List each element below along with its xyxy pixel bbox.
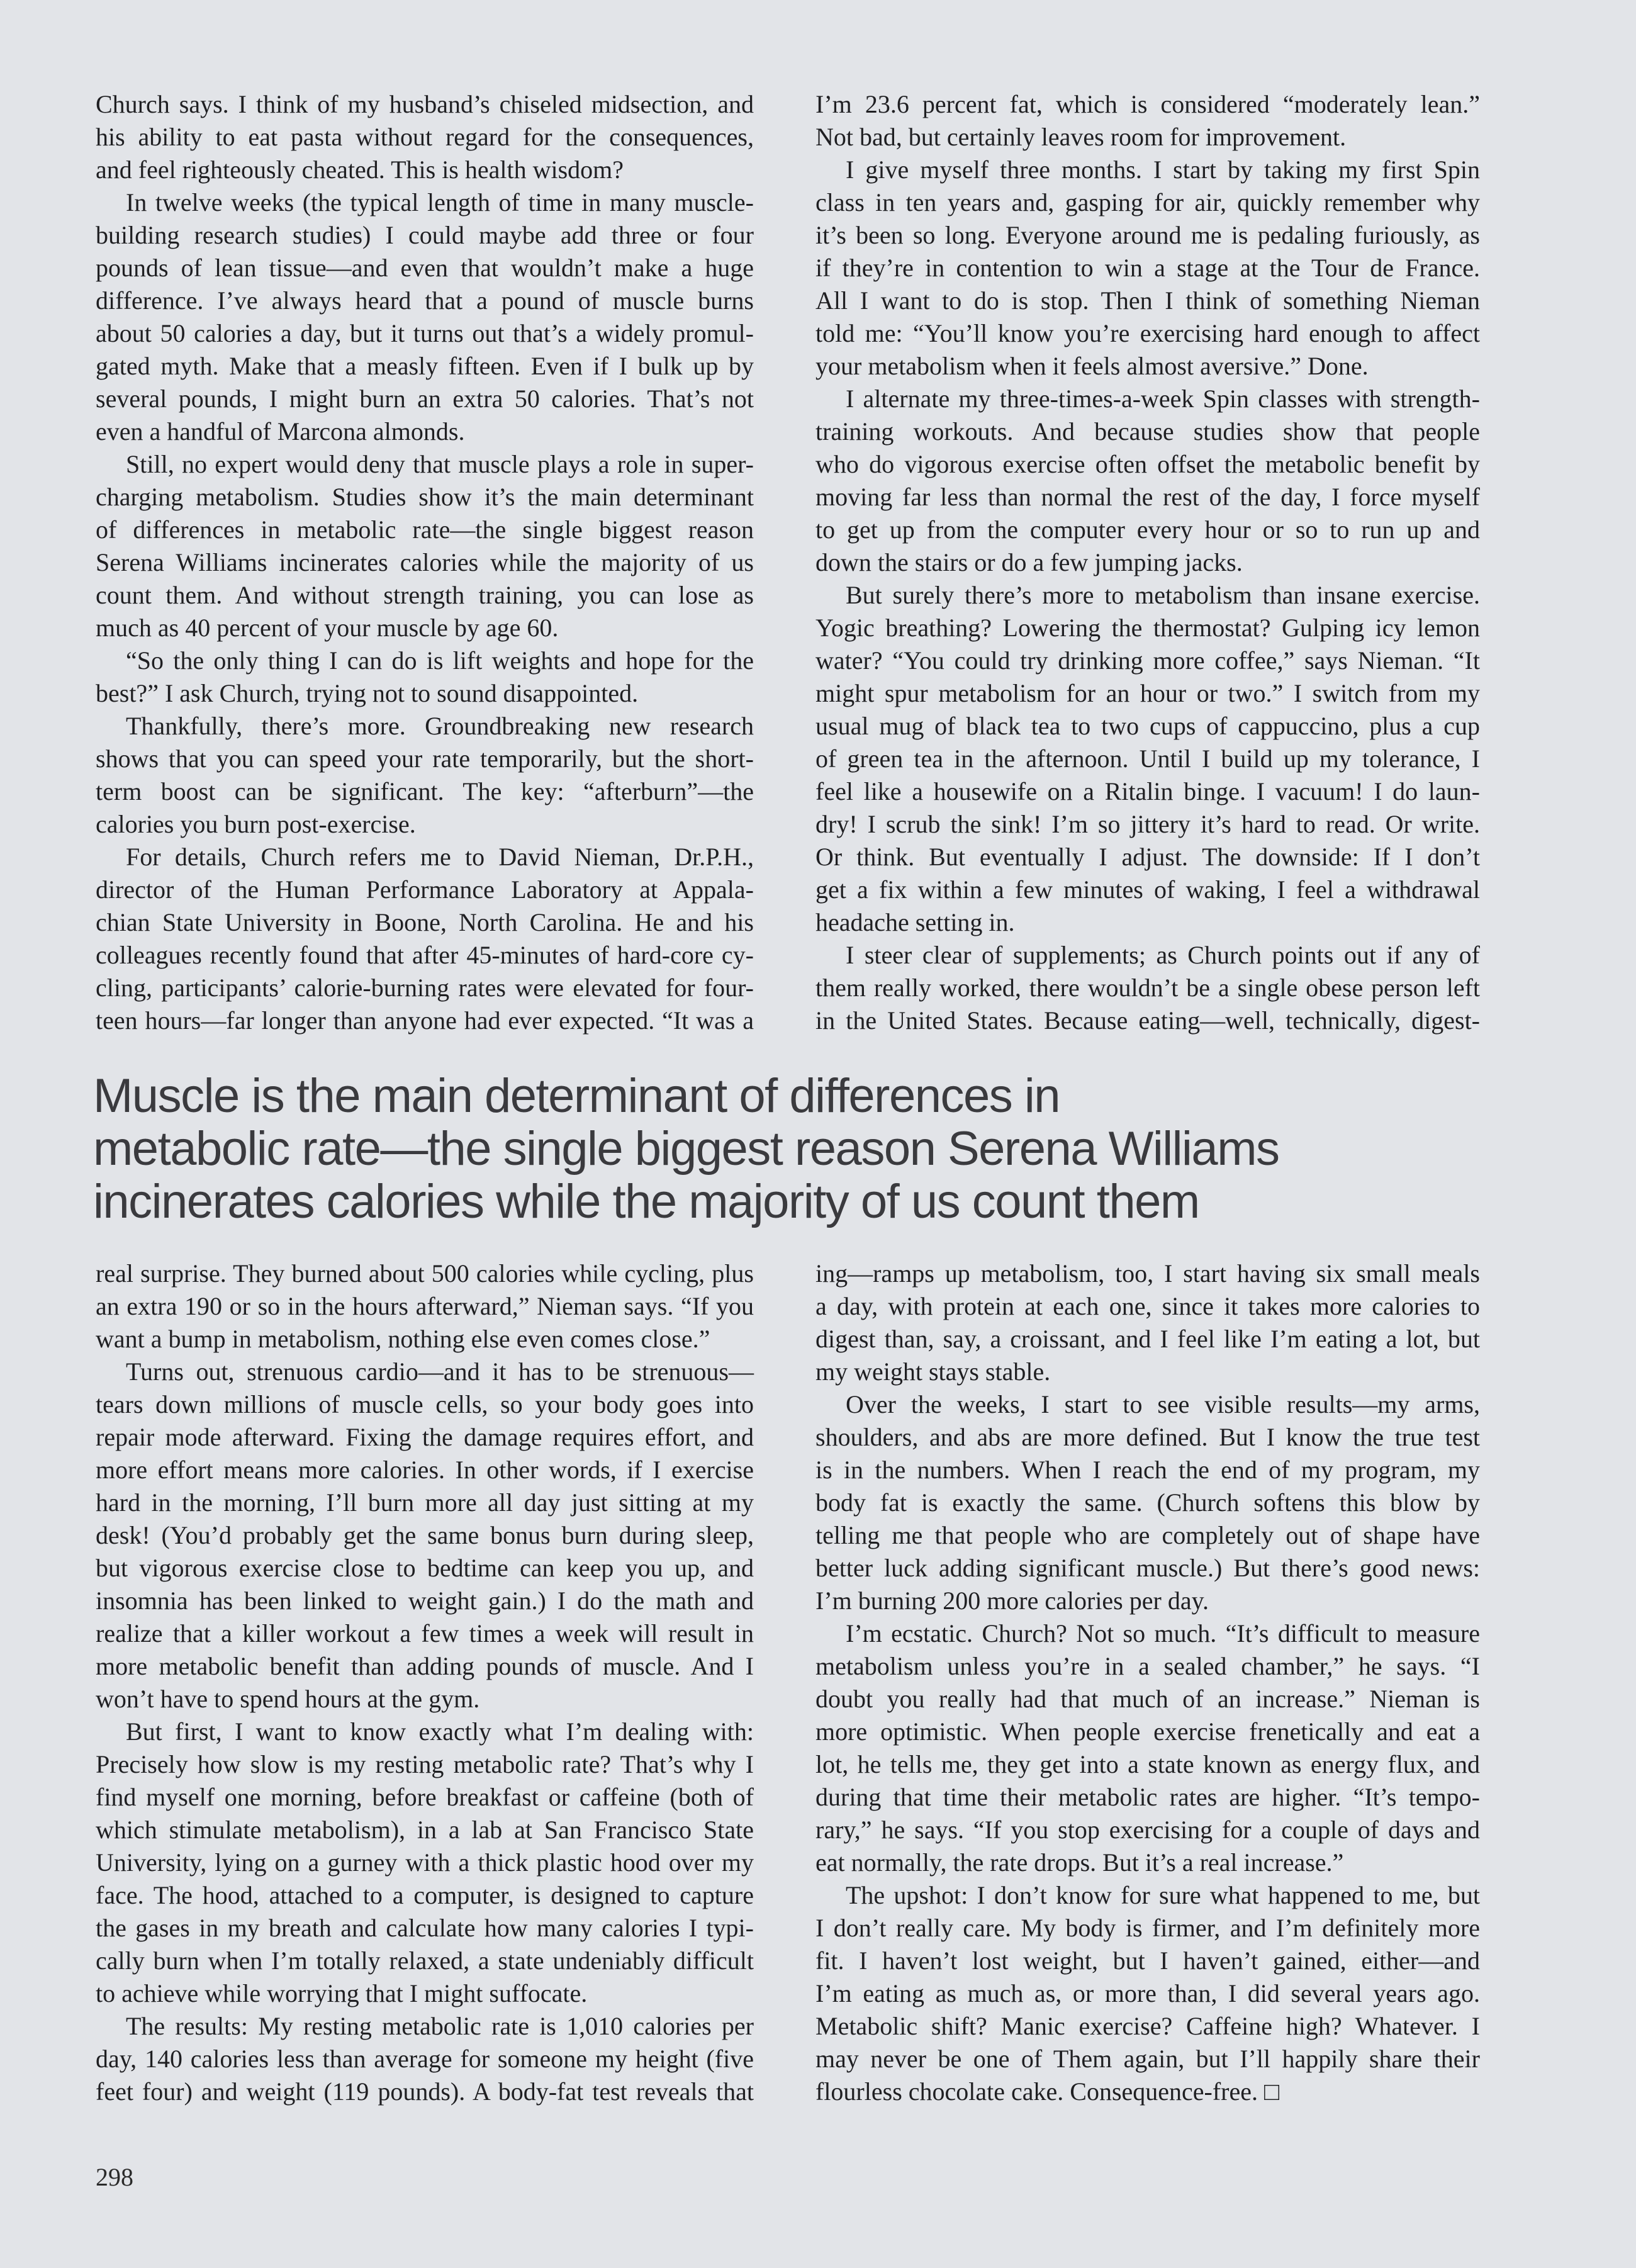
text-line: fit. I haven’t lost weight, but I haven’t gained, either—and [815,1946,1480,1975]
text-line: his ability to eat pasta without regard for the consequences, [96,123,754,151]
paragraph [815,1617,1480,1879]
text-line: and feel righteously cheated. This is health wisdom? [96,155,624,184]
text-line: For details, Church refers me to David Nieman, Dr.P.H., [126,843,754,871]
text-line: about 50 calories a day, but it turns out that’s a widely promul- [96,319,754,347]
text-line: telling me that people who are completely out of shape have [815,1521,1480,1549]
text-line: in the United States. Because eating—well, technically, digest- [815,1006,1480,1035]
text-line: body fat is exactly the same. (Church softens this blow by [815,1488,1480,1517]
pull-quote-line: Muscle is the main determinant of differences in [93,1069,1060,1123]
text-line: Serena Williams incinerates calories while the majority of us [96,548,754,576]
column-bottom-right [815,1257,1480,2108]
paragraph [96,448,754,644]
column-top-left [96,88,754,1037]
text-line: more effort means more calories. In other words, if I exercise [96,1456,754,1484]
text-line: charging metabolism. Studies show it’s the main determinant [96,483,754,511]
text-line: I’m 23.6 percent fat, which is considered “moderately lean.” [815,90,1480,118]
column-bottom-left [96,1257,754,2108]
text-line: hard in the morning, I’ll burn more all day just sitting at my [96,1488,754,1517]
text-line: colleagues recently found that after 45-minutes of hard-core cy- [96,941,754,969]
text-line: cally burn when I’m totally relaxed, a state undeniably difficult [96,1946,754,1975]
text-line: doubt you really had that much of an increase.” Nieman is [815,1685,1480,1713]
paragraph [815,1257,1480,1388]
text-line: The upshot: I don’t know for sure what happened to me, but [846,1881,1480,1909]
text-line: I’m burning 200 more calories per day. [815,1586,1209,1615]
text-line: metabolism unless you’re in a sealed chamber,” he says. “I [815,1652,1480,1680]
text-line: of differences in metabolic rate—the single biggest reason [96,515,754,544]
text-line: to achieve while worrying that I might suffocate. [96,1979,588,2007]
text-line: if they’re in contention to win a stage at the Tour de France. [815,254,1480,282]
paragraph [815,1879,1480,2108]
text-line: your metabolism when it feels almost aversive.” Done. [815,352,1369,380]
text-line: several pounds, I might burn an extra 50 calories. That’s not [96,385,754,413]
text-line: it’s been so long. Everyone around me is pedaling furiously, as [815,221,1480,249]
text-line: is in the numbers. When I reach the end of my program, my [815,1456,1480,1484]
text-line: flourless chocolate cake. Consequence-free. □ [815,2077,1280,2106]
text-line: Turns out, strenuous cardio—and it has to be strenuous— [126,1357,754,1386]
text-line: best?” I ask Church, trying not to sound disappointed. [96,679,639,707]
text-line: All I want to do is stop. Then I think of something Nieman [815,286,1480,315]
text-line: rary,” he says. “If you stop exercising for a couple of days and [815,1816,1480,1844]
text-line: feet four) and weight (119 pounds). A body-fat test reveals that [96,2077,754,2106]
paragraph [815,1388,1480,1617]
text-line: of green tea in the afternoon. Until I build up my tolerance, I [815,744,1480,773]
text-line: them really worked, there wouldn’t be a single obese person left [815,974,1480,1002]
text-line: University, lying on a gurney with a thick plastic hood over my [96,1848,754,1877]
text-line: Church says. I think of my husband’s chiseled midsection, and [96,90,754,118]
text-line: gated myth. Make that a measly fifteen. Even if I bulk up by [96,352,754,380]
text-line: insomnia has been linked to weight gain.) I do the math and [96,1586,754,1615]
text-line: real surprise. They burned about 500 calories while cycling, plus [96,1259,754,1288]
text-line: the gases in my breath and calculate how many calories I typi- [96,1914,754,1942]
text-line: digest than, say, a croissant, and I feel like I’m eating a lot, but [815,1325,1480,1353]
text-line: But surely there’s more to metabolism than insane exercise. [846,581,1480,609]
paragraph [96,1715,754,2010]
text-line: much as 40 percent of your muscle by age 60. [96,614,559,642]
text-line: told me: “You’ll know you’re exercising hard enough to affect [815,319,1480,347]
text-line: The results: My resting metabolic rate is 1,010 calories per [126,2012,754,2040]
text-line: a day, with protein at each one, since it takes more calories to [815,1292,1480,1320]
pull-quote-line: metabolic rate—the single biggest reason Serena Williams [93,1122,1279,1176]
paragraph [96,841,754,1037]
text-line: teen hours—far longer than anyone had ever expected. “It was a [96,1006,754,1035]
text-line: repair mode afterward. Fixing the damage requires effort, and [96,1423,754,1451]
text-line: might spur metabolism for an hour or two.” I switch from my [815,679,1480,707]
paragraph [815,154,1480,383]
text-line: class in ten years and, gasping for air, quickly remember why [815,188,1480,216]
text-line: feel like a housewife on a Ritalin binge. I vacuum! I do laun- [815,777,1480,806]
text-line: cling, participants’ calorie-burning rates were elevated for four- [96,974,754,1002]
text-line: Still, no expert would deny that muscle plays a role in super- [126,450,754,478]
text-line: but vigorous exercise close to bedtime can keep you up, and [96,1554,754,1582]
text-line: eat normally, the rate drops. But it’s a real increase.” [815,1848,1344,1877]
text-line: shoulders, and abs are more defined. But I know the true test [815,1423,1480,1451]
text-line: usual mug of black tea to two cups of cappuccino, plus a cup [815,712,1480,740]
text-line: count them. And without strength training, you can lose as [96,581,754,609]
paragraph [815,579,1480,939]
text-line: want a bump in metabolism, nothing else even comes close.” [96,1325,710,1353]
page-number: 298 [96,2163,133,2191]
text-line: water? “You could try drinking more coffee,” says Nieman. “It [815,646,1480,675]
text-line: an extra 190 or so in the hours afterward,” Nieman says. “If you [96,1292,754,1320]
text-line: Over the weeks, I start to see visible results—my arms, [846,1390,1480,1418]
text-line: more optimistic. When people exercise frenetically and eat a [815,1717,1480,1746]
text-line: find myself one morning, before breakfast or caffeine (both of [96,1783,754,1811]
text-line: moving far less than normal the rest of the day, I force myself [815,483,1480,511]
text-line: pounds of lean tissue—and even that wouldn’t make a huge [96,254,754,282]
text-line: I steer clear of supplements; as Church points out if any of [846,941,1480,969]
text-line: headache setting in. [815,908,1015,936]
text-line: Or think. But eventually I adjust. The downside: If I don’t [815,843,1480,871]
paragraph [96,186,754,448]
text-line: who do vigorous exercise often offset the metabolic benefit by [815,450,1480,478]
text-line: even a handful of Marcona almonds. [96,417,465,446]
pull-quote-line: incinerates calories while the majority of us count them [93,1175,1199,1228]
text-line: director of the Human Performance Laboratory at Appala- [96,875,754,904]
text-line: I alternate my three-times-a-week Spin classes with strength- [846,385,1480,413]
paragraph [96,88,754,186]
text-line: tears down millions of muscle cells, so your body goes into [96,1390,754,1418]
text-line: may never be one of Them again, but I’ll happily share their [815,2045,1480,2073]
text-line: “So the only thing I can do is lift weights and hope for the [126,646,754,675]
text-line: better luck adding significant muscle.) But there’s good news: [815,1554,1480,1582]
text-line: lot, he tells me, they get into a state known as energy flux, and [815,1750,1480,1778]
text-line: down the stairs or do a few jumping jacks. [815,548,1243,576]
text-line: ing—ramps up metabolism, too, I start having six small meals [815,1259,1480,1288]
paragraph [96,1257,754,1356]
text-line: Metabolic shift? Manic exercise? Caffeine high? Whatever. I [815,2012,1480,2040]
text-line: chian State University in Boone, North Carolina. He and his [96,908,754,936]
text-line: training workouts. And because studies show that people [815,417,1480,446]
paragraph [815,88,1480,154]
text-line: In twelve weeks (the typical length of time in many muscle- [126,188,754,216]
text-line: get a fix within a few minutes of waking, I feel a withdrawal [815,875,1480,904]
text-line: Precisely how slow is my resting metabolic rate? That’s why I [96,1750,754,1778]
text-line: won’t have to spend hours at the gym. [96,1685,480,1713]
text-line: I don’t really care. My body is firmer, and I’m definitely more [815,1914,1480,1942]
paragraph [815,939,1480,1037]
paragraph [815,383,1480,579]
text-line: face. The hood, attached to a computer, is designed to capture [96,1881,754,1909]
paragraph [96,2010,754,2108]
pull-quote [93,1070,1540,1228]
text-line: Thankfully, there’s more. Groundbreaking new research [126,712,754,740]
text-line: more metabolic benefit than adding pounds of muscle. And I [96,1652,754,1680]
text-line: dry! I scrub the sink! I’m so jittery it’s hard to read. Or write. [815,810,1480,838]
text-line: calories you burn post-exercise. [96,810,416,838]
text-line: to get up from the computer every hour or so to run up and [815,515,1480,544]
paragraph [96,1356,754,1715]
text-line: Not bad, but certainly leaves room for improvement. [815,123,1347,151]
text-line: shows that you can speed your rate temporarily, but the short- [96,744,754,773]
column-top-right [815,88,1480,1037]
paragraph [96,710,754,841]
text-line: I’m eating as much as, or more than, I did several years ago. [815,1979,1480,2007]
text-line: difference. I’ve always heard that a pound of muscle burns [96,286,754,315]
text-line: I’m ecstatic. Church? Not so much. “It’s difficult to measure [846,1619,1480,1648]
text-line: my weight stays stable. [815,1357,1051,1386]
text-line: Yogic breathing? Lowering the thermostat? Gulping icy lemon [815,614,1480,642]
text-line: which stimulate metabolism), in a lab at San Francisco State [96,1816,754,1844]
text-line: But first, I want to know exactly what I’m dealing with: [126,1717,754,1746]
text-line: day, 140 calories less than average for someone my height (five [96,2045,754,2073]
paragraph [96,644,754,710]
text-line: I give myself three months. I start by taking my first Spin [846,155,1480,184]
text-line: realize that a killer workout a few times a week will result in [96,1619,754,1648]
text-line: term boost can be significant. The key: “afterburn”—the [96,777,754,806]
text-line: during that time their metabolic rates are higher. “It’s tempo- [815,1783,1480,1811]
text-line: desk! (You’d probably get the same bonus burn during sleep, [96,1521,754,1549]
text-line: building research studies) I could maybe add three or four [96,221,754,249]
